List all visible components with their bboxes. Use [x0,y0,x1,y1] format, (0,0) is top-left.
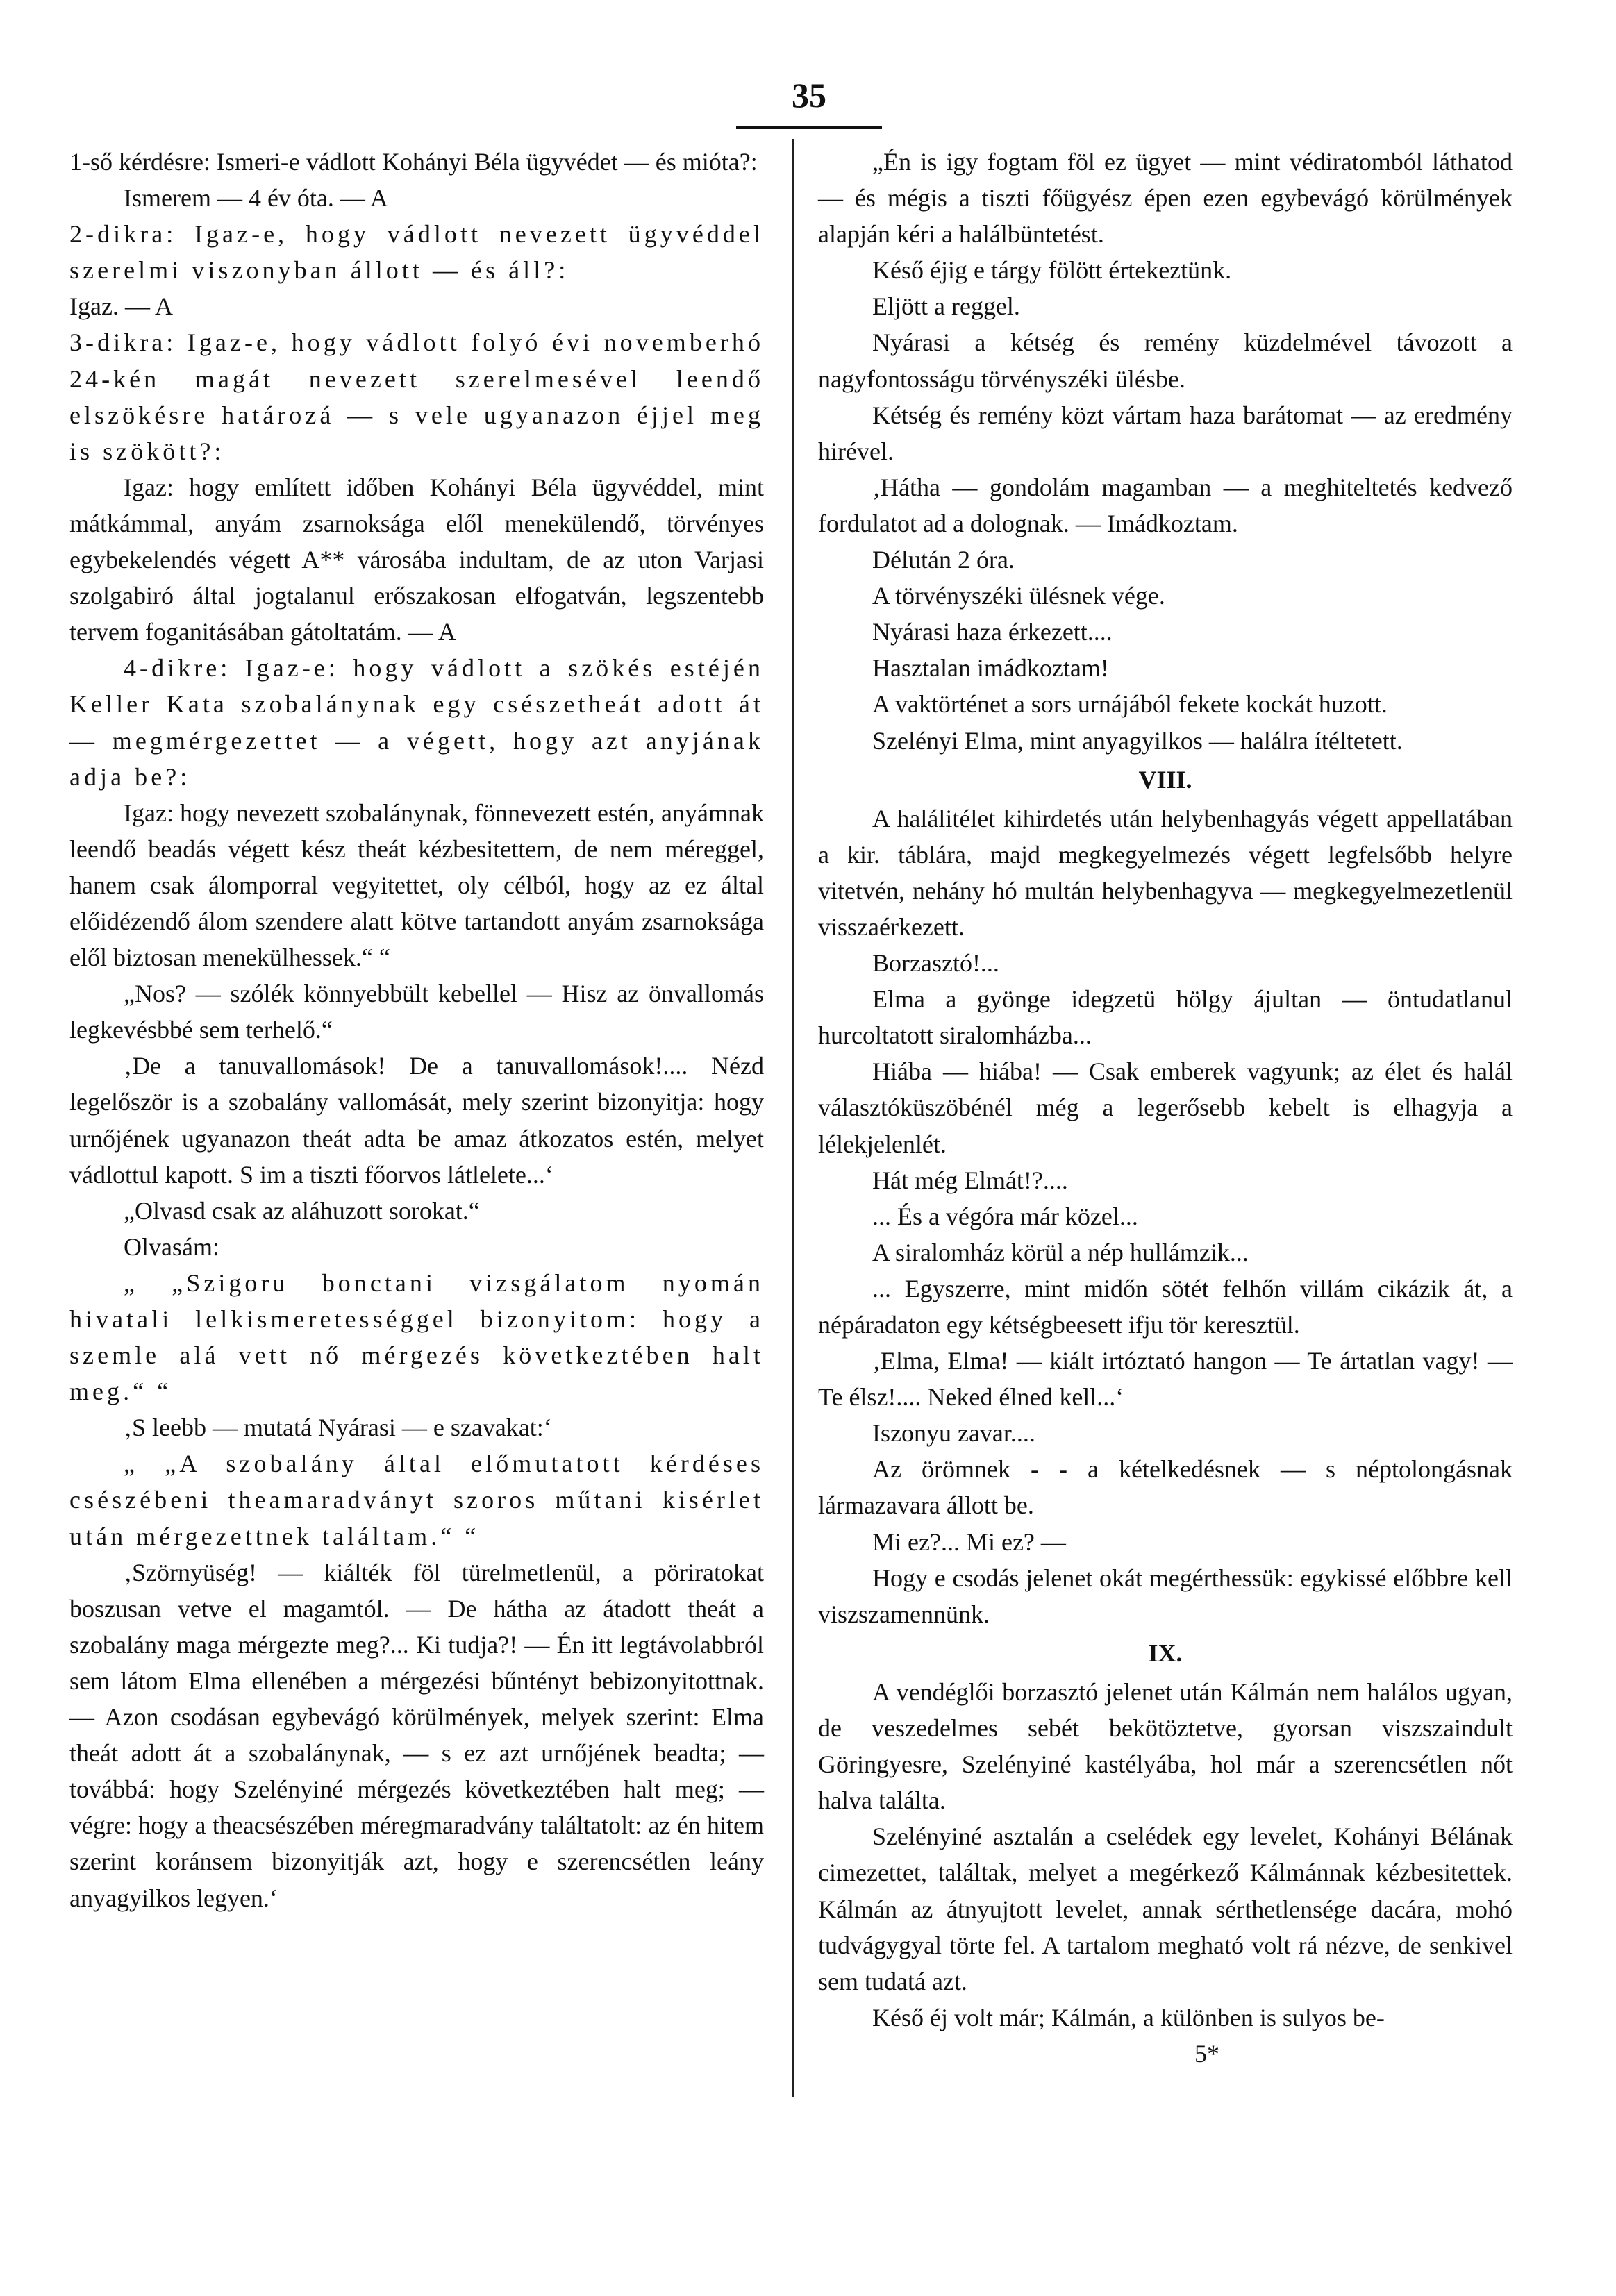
question-4: 4-dikre: Igaz-e: hogy vádlott a szökés estéjén Keller Kata szobalánynak egy csészetheát adott át — megmérgezettet — a végett, hogy azt anyjának adja be?: [69,654,764,791]
question-3: 3-dikra: Igaz-e, hogy vádlott folyó évi novemberhó 24-kén magát nevezett szerelmesével leendő elszökésre határozá — s vele ugyanazon éjjel meg is szökött?: [69,328,764,465]
paragraph: Délután 2 óra. [872,546,1015,574]
paragraph: A vaktörténet a sors urnájából fekete kockát huzott. [872,690,1388,719]
question-2: 2-dikra: Igaz-e, hogy vádlott nevezett ügyvéddel szerelmi viszonyban állott — és áll?: [69,220,764,285]
right-column [818,144,1513,2072]
paragraph: Iszonyu zavar.... [872,1419,1035,1448]
question-1: 1-ső kérdésre: Ismeri-e vádlott Kohányi Béla ügyvédet — és mióta?: [69,148,758,176]
paragraph: ‚De a tanuvallomások! De a tanuvallomások!.... Nézd legelőször is a szobalány vallomását, mely szerint bizonyitja: hogy urnőjének ugyanazon theát adta be amaz átkozatos estén, melyet vádlottul kapott. S im a tiszti főorvos látlelete...‘ [69,1052,764,1189]
paragraph: Az örömnek - - a kételkedésnek — s néptolongásnak lármazavara állott be. [818,1455,1513,1520]
paragraph: Hogy e csodás jelenet okát megérthessük: egykissé előbbre kell viszszamennünk. [818,1564,1513,1628]
paragraph: Borzasztó!... [872,949,999,978]
paragraph: ‚Szörnyüség! — kiálték föl türelmetlenül, a pöriratokat boszusan vetve el magamtól. — De hátha az átadott theát a szobalány maga mérgezte meg?... Ki tudja?! — Én itt legtávolabbról sem látom Elma ellenében a mérgezési bűntényt bebizonyitottnak. — Azon csodásan egybevágó körülmények, melyek szerint: Elma theát adott át a szobalánynak, — s ez azt urnőjének beadta; — továbbá: hogy Szelényiné mérgezés következtében halt meg; — végre: hogy a theacsészében méregmaradvány találtatolt: az én hitem szerint koránsem bizonyitják azt, hogy e szerencsétlen leány anyagyilkos legyen.‘ [69,1558,764,1912]
paragraph: A halálitélet kihirdetés után helybenhagyás végett appellatában a kir. táblára, majd megkegyelmezés végett legfelsőbb helyre vitetvén, nehány hó multán helybenhagyva — megkegyelmezetlenül visszaérkezett. [818,804,1513,941]
paragraph: ‚Hátha — gondolám magamban — a meghiteltetés kedvező fordulatot ad a dolognak. — Imádkoztam. [818,473,1513,537]
answer-3: Igaz: hogy említett időben Kohányi Béla ügyvéddel, mint mátkámmal, anyám zsarnoksága elől menekülendő, törvényes egybekelendés végett A** városába indultam, de az uton Varjasi szolgabiró által jogtalanul erőszakosan elfogatván, legszentebb tervem foganitásában gátoltatám. — A [69,473,764,646]
left-column [69,144,764,1916]
paragraph: Mi ez?... Mi ez? — [872,1527,1066,1556]
paragraph: „Nos? — szólék könnyebbült kebellel — Hisz az önvallomás legkevésbbé sem terhelő.“ [69,980,764,1044]
paragraph: Késő éjig e tárgy fölött értekeztünk. [872,256,1232,285]
paragraph: ‚S leebb — mutatá Nyárasi — e szavakat:‘ [124,1414,552,1442]
page-number: 35 [792,76,826,115]
paragraph: ... És a végóra már közel... [872,1202,1138,1230]
printer-signature: 5* [1194,2039,1219,2068]
paragraph: ‚Elma, Elma! — kiált irtóztató hangon — Te ártatlan vagy! — Te élsz!.... Neked élned kell...‘ [818,1347,1513,1411]
quote-autopsy: „ „Szigoru bonctani vizsgálatom nyomán hivatali lelkismeretességgel bizonyitom: hogy a szemle alá vett nő mérgezés következtében halt meg.“ “ [69,1268,764,1406]
answer-1: Ismerem — 4 év óta. — A [124,184,388,212]
paragraph: Hát még Elmát!?.... [872,1166,1068,1194]
paragraph: Szelényiné asztalán a cselédek egy levelet, Kohányi Bélának cimezettet, találtak, melyet a megérkező Kálmánnak kézbesitettek. Kálmán az átnyujtott levelet, annak sérthetlensége dacára, mohó tudvágygyal törte fel. A tartalom megható volt rá nézve, de senkivel sem tudatá azt. [818,1822,1513,1995]
paragraph: Késő éj volt már; Kálmán, a különben is sulyos be- [872,2003,1385,2031]
paragraph: „Én is igy fogtam föl ez ügyet — mint védiratomból láthatod — és mégis a tiszti főügyész épen ezen egybevágó körülmények alapján kéri a halálbüntetést. [818,148,1513,249]
paragraph: A siralomház körül a nép hullámzik... [872,1238,1249,1266]
header-rule [736,126,882,129]
paragraph: Szelényi Elma, mint anyagyilkos — halálra ítéltetett. [872,726,1403,755]
paragraph: Nyárasi a kétség és remény küzdelmével távozott a nagyfontosságu törvényszéki ülésbe. [818,328,1513,393]
paragraph: Hasztalan imádkoztam! [872,654,1109,682]
paragraph: „Olvasd csak az aláhuzott sorokat.“ [124,1196,480,1225]
section-heading-viii: VIII. [1138,765,1192,794]
paragraph: Nyárasi haza érkezett.... [872,618,1113,646]
paragraph: Hiába — hiába! — Csak emberek vagyunk; az élet és halál választóküszöbénél még a legerősebb kebelt is elhagyja a lélekjelenlét. [818,1057,1513,1158]
quote-analysis: „ „A szobalány által előmutatott kérdéses csészébeni theamaradványt szoros műtani kisérlet után mérgezettnek találtam.“ “ [69,1450,764,1550]
paragraph: A törvényszéki ülésnek vége. [872,582,1165,610]
paragraph: Olvasám: [124,1232,219,1261]
section-heading-ix: IX. [1148,1639,1183,1667]
paragraph: Eljött a reggel. [872,292,1020,321]
answer-4: Igaz: hogy nevezett szobalánynak, fönnevezett estén, anyámnak leendő beadás végett kész theát kézbesitettem, de nem méreggel, hanem csak álomporral vegyitettet, oly célból, hogy az ez által előidézendő álom szendere alatt kötve tartandott anyám zsarnoksága elől biztosan menekülhessek.“ “ [69,798,764,972]
column-divider [792,139,794,2097]
paragraph: ... Egyszerre, mint midőn sötét felhőn villám cikázik át, a népáradaton egy kétségbeesett ifju tör keresztül. [818,1274,1513,1339]
paragraph: Elma a gyönge idegzetü hölgy ájultan — öntudatlanul hurcoltatott siralomházba... [818,985,1513,1050]
paragraph: A vendéglői borzasztó jelenet után Kálmán nem halálos ugyan, de veszedelmes sebét bekötöztetve, gyorsan viszszaindult Göringyesre, Szelényiné kastélyába, hol már a szerencsétlen nőt halva találta. [818,1677,1513,1815]
answer-2: Igaz. — A [69,292,173,321]
paragraph: Kétség és remény közt vártam haza barátomat — az eredmény hirével. [818,401,1513,465]
